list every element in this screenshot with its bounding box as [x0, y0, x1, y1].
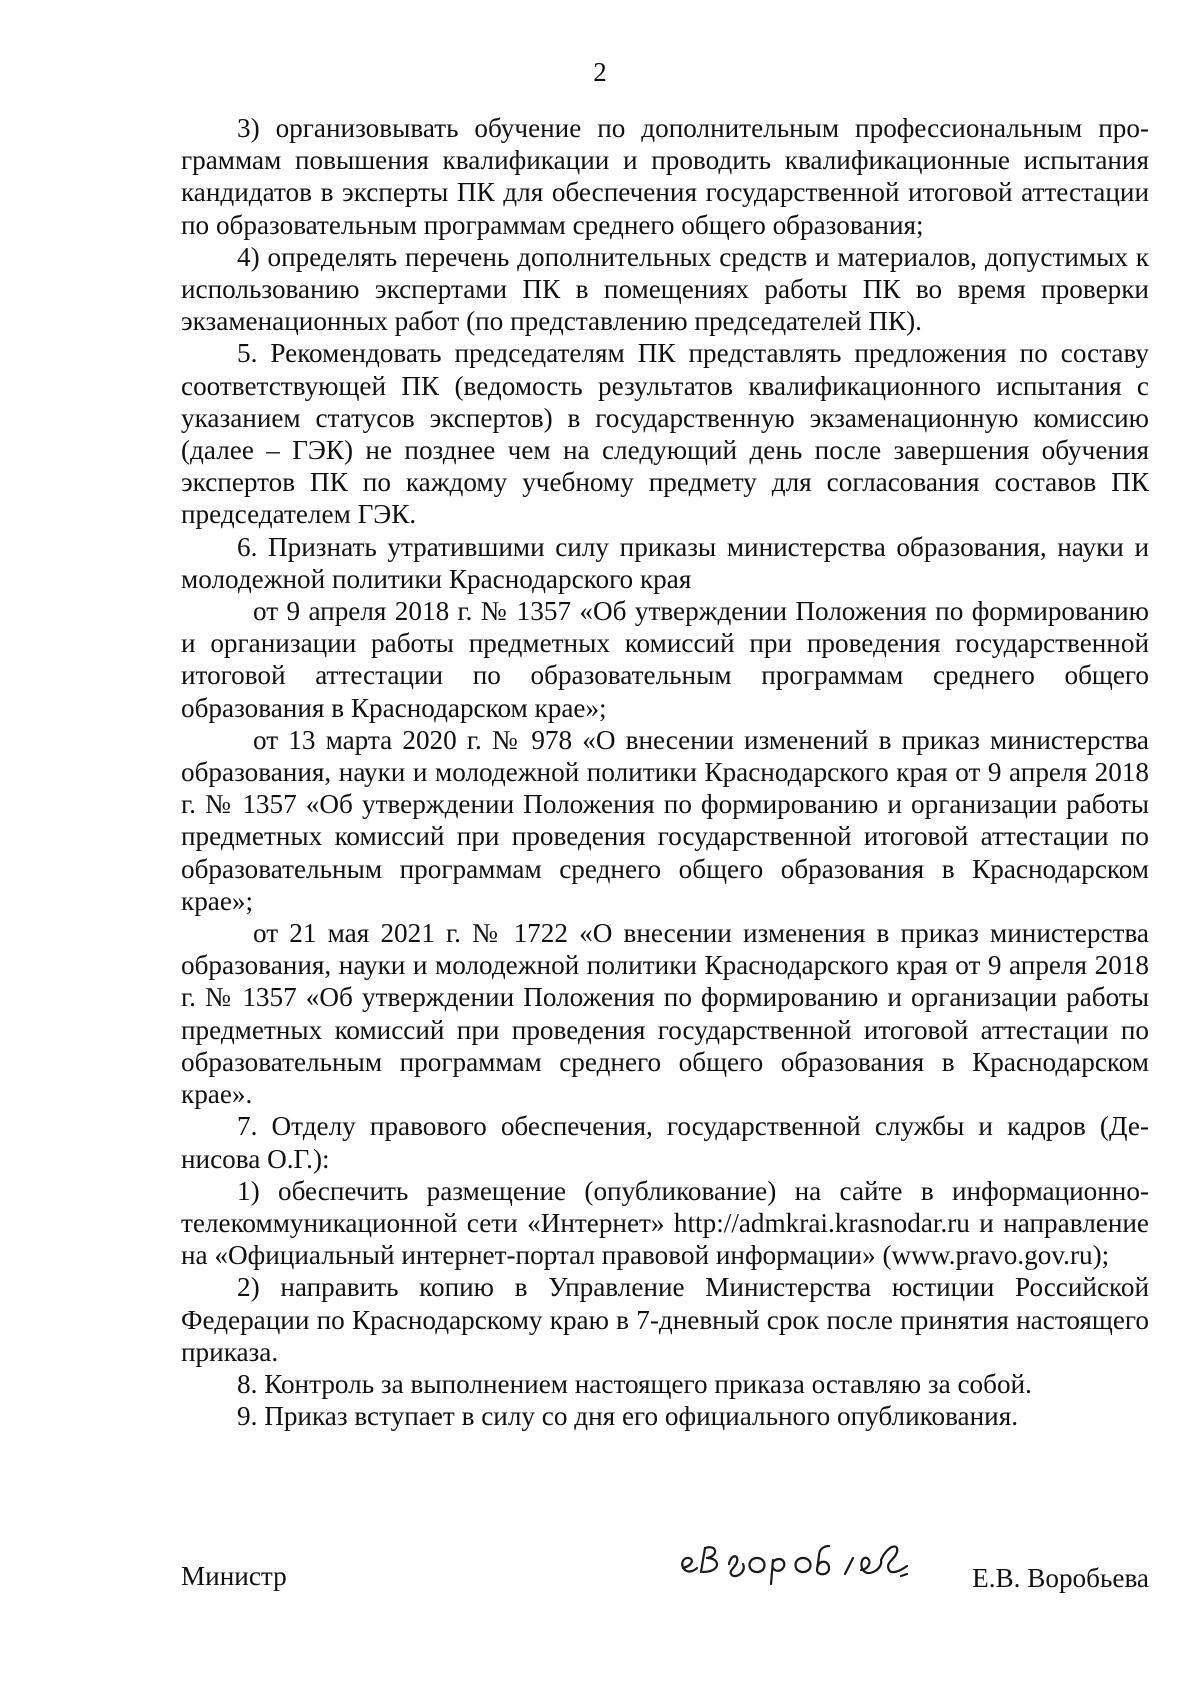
- document-body: [181, 112, 1149, 1432]
- paragraph-4-materials: 4) определять перечень дополнительных средств и материалов, допустимых к использованию экспертами ПК в помещениях работы ПК во время проверки экзаменационных работ (по представлению председателей ПК).: [181, 241, 1149, 337]
- paragraph-7-2-send-copy: 2) направить копию в Управление Министерства юстиции Российской Федерации по Краснодарскому краю в 7-дневный срок после принятия настоящего приказа.: [181, 1272, 1149, 1367]
- paragraph-8-control: 8. Контроль за выполнением настоящего приказа оставляю за собой.: [237, 1368, 1032, 1399]
- signatory-name: Е.В. Воробьева: [972, 1563, 1149, 1593]
- paragraph-3-training: 3) организовывать обучение по дополнительным профессиональным программам повышения квалификации и проводить квалификационные испытания кандидатов в эксперты ПК для обеспечения государственной итоговой аттестации по образовательным программам среднего общего образования;: [181, 113, 1149, 240]
- paragraph-order-2021: от 21 мая 2021 г. № 1722 «О внесении изменения в приказ министерства образования, науки и молодежной политики Краснодарского края от 9 апреля 2018 г. № 1357 «Об утверждении Положения по формированию и организации работы предметных комиссий при проведения государственной итоговой аттестации по образовательным программам среднего общего образования в Краснодарском крае».: [181, 918, 1149, 1110]
- paragraph-9-effective: 9. Приказ вступает в силу со дня его официального опубликования.: [237, 1401, 1019, 1432]
- paragraph-order-2020: от 13 марта 2020 г. № 978 «О внесении изменений в приказ министерства образования, науки и молодежной политики Краснодарского края от 9 апреля 2018 г. № 1357 «Об утверждении Положения по формированию и организации работы предметных комиссий при проведения государственной итоговой аттестации по образовательным программам среднего общего образования в Краснодарском крае»;: [181, 724, 1149, 916]
- paragraph-5-recommend: 5. Рекомендовать председателям ПК представлять предложения по составу соответствующей ПК (ведомость результатов квалификационного испытания с указанием статусов экспертов) в государственную экзаменационную комиссию (далее – ГЭК) не позднее чем на следующий день после завершения обучения экспертов ПК по каждому учебному предмету для согласования составов ПК председателем ГЭК.: [181, 338, 1149, 530]
- signature-block: [181, 1552, 1149, 1612]
- page-number: 2: [593, 57, 607, 87]
- paragraph-order-2018: от 9 апреля 2018 г. № 1357 «Об утверждении Положения по формированию и организации работы предметных комиссий при проведения государственной итоговой аттестации по образовательным программам среднего общего образования в Краснодарском крае»;: [181, 596, 1149, 723]
- handwritten-signature: [677, 1528, 927, 1588]
- paragraph-7-1-publish: 1) обеспечить размещение (опубликование) на сайте в информационно-телекоммуникационной сети «Интернет» http://admkrai.krasnodar.ru и направление на «Официальный интернет-портал правовой информации» (www.pravo.gov.ru);: [181, 1175, 1149, 1271]
- paragraph-7-legal-dept: 7. Отделу правового обеспечения, государственной службы и кадров (Денисова О.Г.):: [181, 1111, 1149, 1174]
- signatory-title: Министр: [181, 1561, 287, 1591]
- paragraph-6-revoke: 6. Признать утратившими силу приказы министерства образования, науки и молодежной политики Краснодарского края: [181, 531, 1149, 594]
